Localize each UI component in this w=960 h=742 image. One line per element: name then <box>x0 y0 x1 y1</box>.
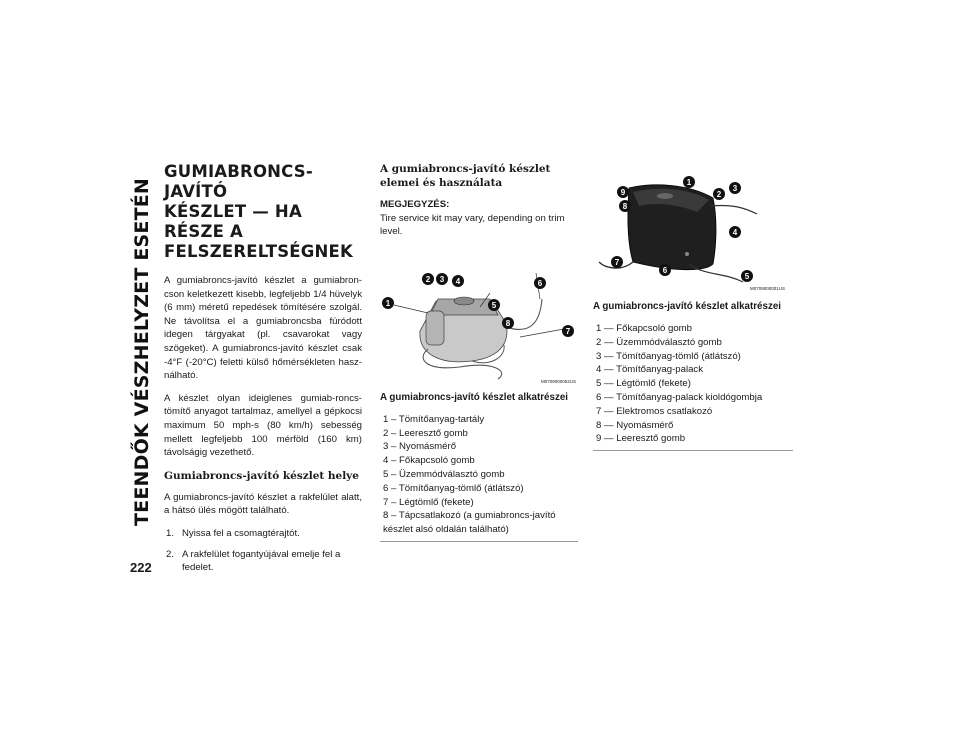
step-number: 1. <box>166 527 175 539</box>
part-item: 8 – Tápcsatlakozó (a gumiabroncs-javító készlet alsó oldalán található) <box>383 510 556 536</box>
tire-kit-figure-1 <box>380 249 578 387</box>
callout-label: 4 <box>732 228 738 237</box>
part-item: 2 — Üzemmódválasztó gomb <box>596 336 722 348</box>
parts-list <box>380 411 578 542</box>
step-text: A rakfelület fogantyújával emelje fel a fedelet. <box>182 548 341 574</box>
part-item: 7 – Légtömlő (fekete) <box>383 496 474 508</box>
figure-code: M0709000052US <box>540 378 576 384</box>
part-item: 1 – Tömítőanyag-tartály <box>383 413 485 425</box>
chapter-title: TEENDŐK VÉSZHELYZET ESETÉN <box>131 177 153 527</box>
part-item: 3 — Tömítőanyag-tömlő (átlátszó) <box>596 350 741 362</box>
column-3 <box>593 162 793 451</box>
callout-label: 7 <box>614 258 620 267</box>
callout-label: 6 <box>662 266 668 275</box>
part-item: 6 – Tömítőanyag-tömlő (átlátszó) <box>383 482 524 494</box>
callout-label: 4 <box>455 276 461 286</box>
callout-label: 2 <box>425 274 431 284</box>
callout-label: 8 <box>622 202 628 211</box>
location-paragraph: A gumiabroncs-javító készlet a rakfelület alatt, a hátsó ülés mögött található. <box>164 491 362 517</box>
title-line-1: GUMIABRONCS-JAVÍTÓ <box>164 162 313 201</box>
tire-kit-illustration-2 <box>593 172 793 294</box>
note-text: Tire service kit may vary, depending on trim level. <box>380 212 565 238</box>
chapter-side-tab <box>130 162 154 542</box>
column-1 <box>164 162 362 582</box>
callout-label: 3 <box>732 184 738 193</box>
callout-label: 3 <box>439 274 445 284</box>
step-item <box>164 527 362 541</box>
part-item: 4 — Tömítőanyag-palack <box>596 364 704 376</box>
part-item: 5 — Légtömlő (fekete) <box>596 378 691 390</box>
components-subhead: A gumiabroncs-javító készlet elemei és használata <box>380 163 551 189</box>
callout-label: 7 <box>565 326 571 336</box>
part-item: 7 — Elektromos csatlakozó <box>596 405 713 417</box>
part-item: 3 – Nyomásmérő <box>383 441 457 453</box>
callout-label: 1 <box>686 178 692 187</box>
step-number: 2. <box>166 548 175 560</box>
column-2 <box>380 162 578 542</box>
figure-code: M0709000001US <box>749 286 785 291</box>
step-text: Nyissa fel a csomagtérajtót. <box>182 527 300 539</box>
part-item: 5 – Üzemmódválasztó gomb <box>383 468 505 480</box>
location-subhead: Gumiabroncs-javító készlet helye <box>164 469 359 482</box>
part-item: 9 — Leeresztő gomb <box>596 433 686 445</box>
callout-label: 1 <box>385 298 391 308</box>
part-item: 8 — Nyomásmérő <box>596 419 674 431</box>
note-label: MEGJEGYZÉS: <box>380 199 450 210</box>
page-number: 222 <box>130 560 152 575</box>
compressor-drawing <box>420 297 542 379</box>
callout-label: 5 <box>744 272 750 281</box>
steps-list <box>164 527 362 575</box>
tire-kit-figure-2 <box>593 172 793 294</box>
callout-label: 6 <box>537 278 543 288</box>
callout-label: 8 <box>505 318 511 328</box>
parts-list <box>593 320 793 451</box>
callout-label: 9 <box>620 188 626 197</box>
part-item: 2 – Leeresztő gomb <box>383 427 468 439</box>
title-line-2: KÉSZLET — HA RÉSZE A <box>164 202 302 241</box>
callout-label: 2 <box>716 190 722 199</box>
figure-caption: A gumiabroncs-javító készlet alkatrészei <box>380 391 569 403</box>
title-line-3: FELSZERELTSÉGNEK <box>164 242 353 261</box>
figure-caption: A gumiabroncs-javító készlet alkatrészei <box>593 301 782 312</box>
part-item: 1 — Főkapcsoló gomb <box>596 323 692 334</box>
part-item: 6 — Tömítőanyag-palack kioldógombja <box>596 391 763 403</box>
section-title <box>164 162 362 262</box>
sealant-paragraph: A készlet olyan ideiglenes gumiab-roncs-tömítő anyagot tartalmaz, amellyel a gépkocsi maximum 50 mph-s (80 km/h) sebesség mellett legfeljebb 100 mérföld (160 km) távolságig vezethető. <box>164 392 362 459</box>
step-item <box>164 548 362 575</box>
tire-kit-illustration-1 <box>380 249 578 387</box>
intro-paragraph: A gumiabroncs-javító készlet a gumiabron-cson keletkezett kisebb, legfeljebb 1/4 hüvelyk (6 mm) méretű repedések tömítésére szolgál. Ne távolítsa el a gumiabroncsba fúródott idegen tárgyakat (pl. csavarokat vagy szögeket). A gumiabroncs-javító készlet csak -4°F (-20°C) feletti külső hőmérsékleten hasz-nálható. <box>164 275 362 382</box>
callout-label: 5 <box>491 300 497 310</box>
part-item: 4 – Főkapcsoló gomb <box>383 455 475 467</box>
